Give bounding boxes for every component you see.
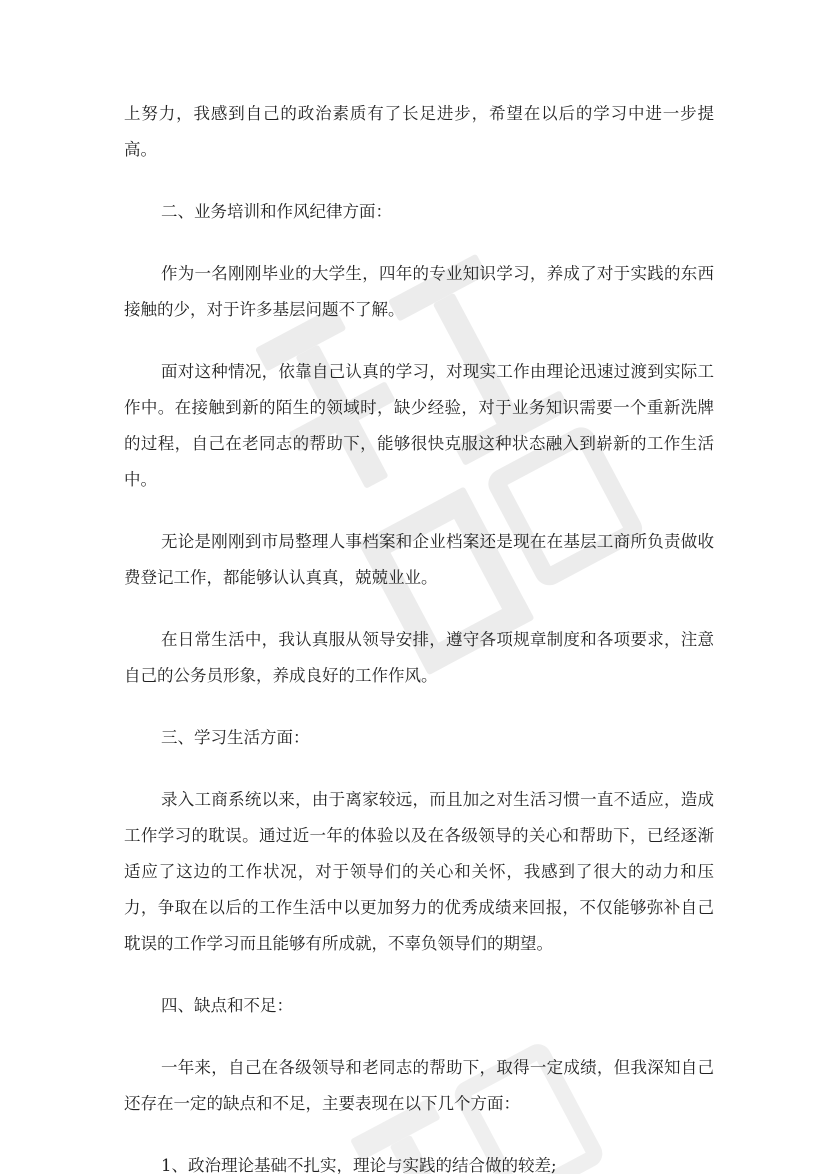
section-heading-business-training: 二、业务培训和作风纪律方面： — [161, 202, 392, 221]
paragraph-continuation: 上努力，我感到自己的政治素质有了长足进步，希望在以后的学习中进一步提高。 — [124, 104, 714, 159]
paragraph-daily-life: 在日常生活中，我认真服从领导安排，遵守各项规章制度和各项要求，注意自己的公务员形象，养成良好的工作作风。 — [124, 630, 714, 685]
list-item-1: 1、政治理论基础不扎实，理论与实践的结合做的较差; — [161, 1156, 557, 1174]
paragraph-archives: 无论是刚刚到市局整理人事档案和企业档案还是现在在基层工商所负责做收费登记工作，都能够认认真真，兢兢业业。 — [124, 532, 714, 587]
paragraph-one-year: 一年来，自己在各级领导和老同志的帮助下，取得一定成绩，但我深知自己还存在一定的缺点和不足，主要表现在以下几个方面： — [124, 1058, 714, 1113]
section-heading-study-life: 三、学习生活方面： — [161, 728, 310, 747]
paragraph-since-joining: 录入工商系统以来，由于离家较远，而且加之对生活习惯一直不适应，造成工作学习的耽误。通过近一年的体验以及在各级领导的关心和帮助下，已经逐渐适应了这边的工作状况，对于领导们的关心和关怀，我感到了很大的动力和压力，争取在以后的工作生活中以更加努力的优秀成绩来回报，不仅能够弥补自己耽误的工作学习而且能够有所成就，不辜负领导们的期望。 — [124, 790, 714, 953]
paragraph-facing-situation: 面对这种情况，依靠自己认真的学习，对现实工作由理论迅速过渡到实际工作中。在接触到新的陌生的领域时，缺少经验，对于业务知识需要一个重新洗牌的过程，自己在老同志的帮助下，能够很快克服这种状态融入到崭新的工作生活中。 — [124, 362, 714, 489]
document-body — [124, 96, 714, 1174]
paragraph-graduate: 作为一名刚刚毕业的大学生，四年的专业知识学习，养成了对于实践的东西接触的少，对于许多基层问题不了解。 — [124, 264, 714, 319]
section-heading-shortcomings: 四、缺点和不足： — [161, 996, 293, 1015]
